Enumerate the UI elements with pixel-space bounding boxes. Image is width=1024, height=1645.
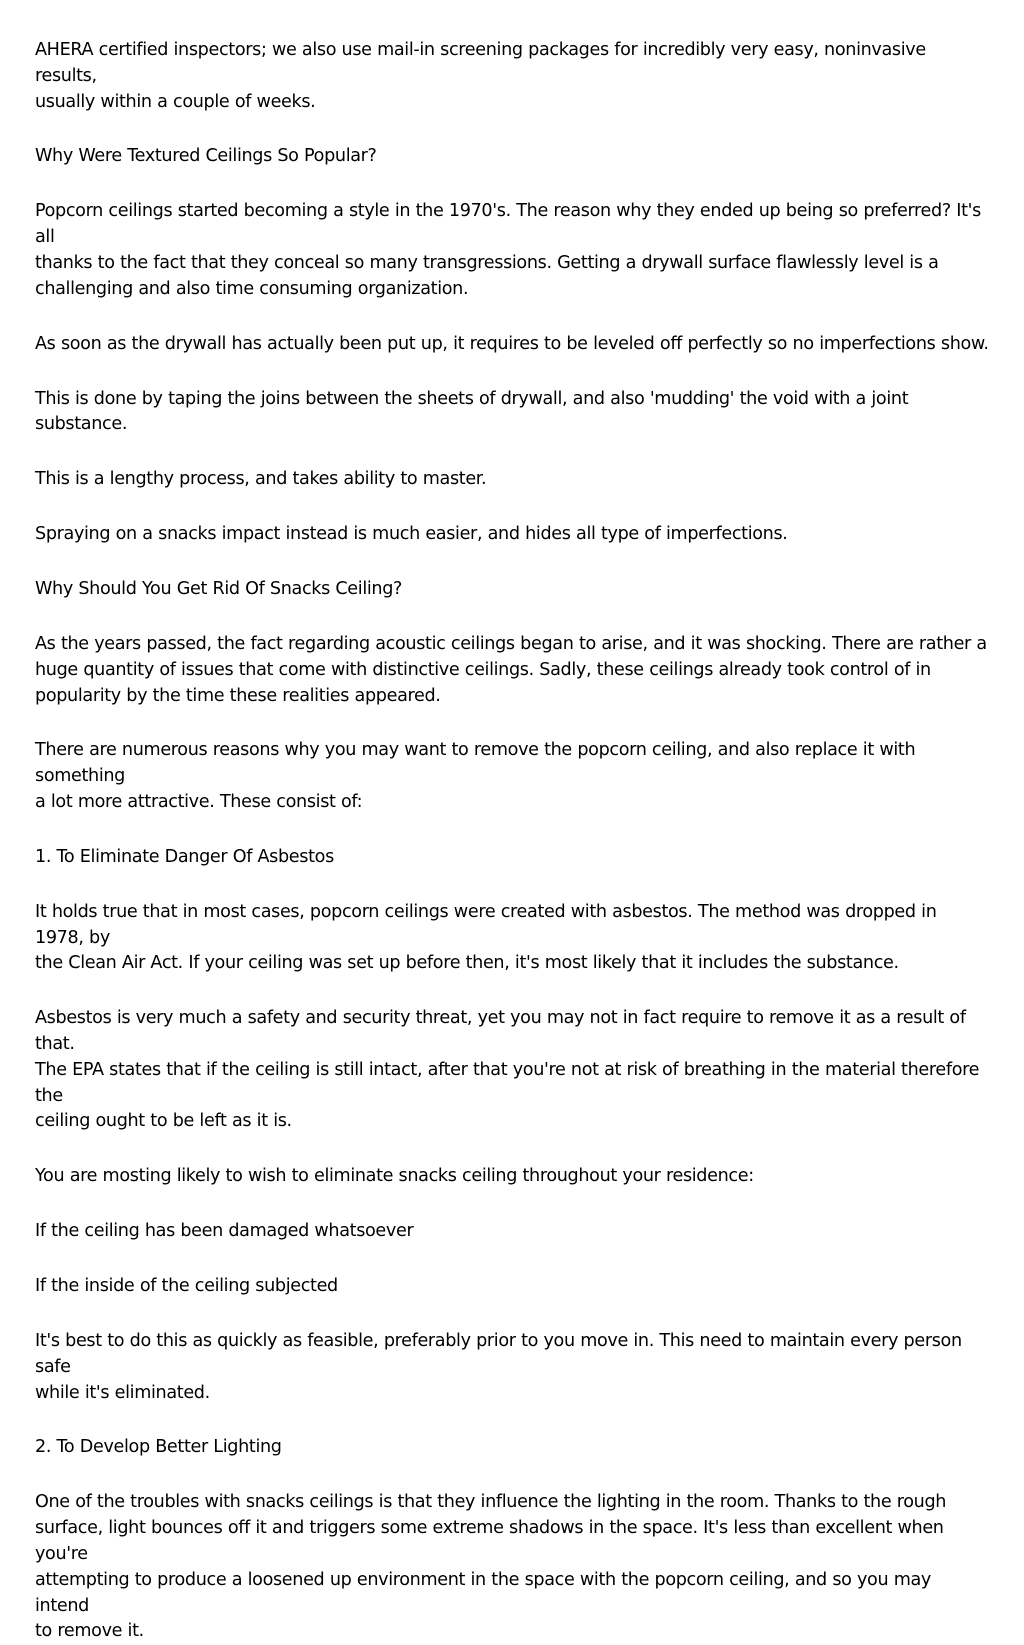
paragraph-intro-continuation: AHERA certified inspectors; we also use mail-in screening packages for incredibly very easy, noninvasive results, usually within a couple of weeks.	[35, 40, 926, 112]
paragraph-when-to-remove: You are mosting likely to wish to eliminate snacks ceiling throughout your residence:	[35, 1166, 754, 1187]
heading-better-lighting: 2. To Develop Better Lighting	[35, 1437, 282, 1458]
paragraph-taping-mudding: This is done by taping the joins between the sheets of drywall, and also 'mudding' the void with a joint substance.	[35, 388, 909, 435]
heading-asbestos: 1. To Eliminate Danger Of Asbestos	[35, 846, 334, 867]
paragraph-lengthy-process: This is a lengthy process, and takes ability to master.	[35, 469, 487, 490]
paragraph-asbestos-epa: Asbestos is very much a safety and security threat, yet you may not in fact require to remove it as a result of that. The EPA states that if the ceiling is still intact, after that you're not at risk of breathing in the material therefore the ceiling ought to be left as it is.	[35, 1008, 980, 1132]
paragraph-remove-quickly: It's best to do this as quickly as feasible, preferably prior to you move in. This need to maintain every person safe while it's eliminated.	[35, 1331, 962, 1403]
paragraph-acoustic-truth: As the years passed, the fact regarding acoustic ceilings began to arise, and it was shocking. There are rather a huge quantity of issues that come with distinctive ceilings. Sadly, these ceilings already took control of in popularity by the time these realities appeared.	[35, 633, 987, 706]
paragraph-popcorn-history: Popcorn ceilings started becoming a style in the 1970's. The reason why they ended up being so preferred? It's all thanks to the fact that they conceal so many transgressions. Getting a drywall surface flawlessly level is a challenging and also time consuming organization.	[35, 201, 981, 299]
paragraph-drywall-leveling: As soon as the drywall has actually been put up, it requires to be leveled off perfectly so no imperfections show.	[35, 333, 989, 354]
paragraph-lighting-troubles: One of the troubles with snacks ceilings is that they influence the lighting in the room. Thanks to the rough surface, light bounces off it and triggers some extreme shadows in the space. It's less than excellent when you're attempting to produce a loosened up environment in the space with the popcorn ceiling, and so you may intend to remove it.	[35, 1492, 947, 1642]
paragraph-reasons-intro: There are numerous reasons why you may want to remove the popcorn ceiling, and also replace it with something a lot more attractive. These consist of:	[35, 740, 916, 812]
heading-why-textured-ceilings-popular: Why Were Textured Ceilings So Popular?	[35, 146, 377, 167]
list-item-exposed: If the inside of the ceiling subjected	[35, 1276, 338, 1297]
paragraph-spraying: Spraying on a snacks impact instead is much easier, and hides all type of imperfections.	[35, 524, 788, 545]
heading-why-get-rid: Why Should You Get Rid Of Snacks Ceiling?	[35, 579, 403, 600]
list-item-damaged: If the ceiling has been damaged whatsoever	[35, 1221, 414, 1242]
paragraph-asbestos-history: It holds true that in most cases, popcorn ceilings were created with asbestos. The method was dropped in 1978, by the Clean Air Act. If your ceiling was set up before then, it's most likely that it includes the substance.	[35, 901, 937, 974]
